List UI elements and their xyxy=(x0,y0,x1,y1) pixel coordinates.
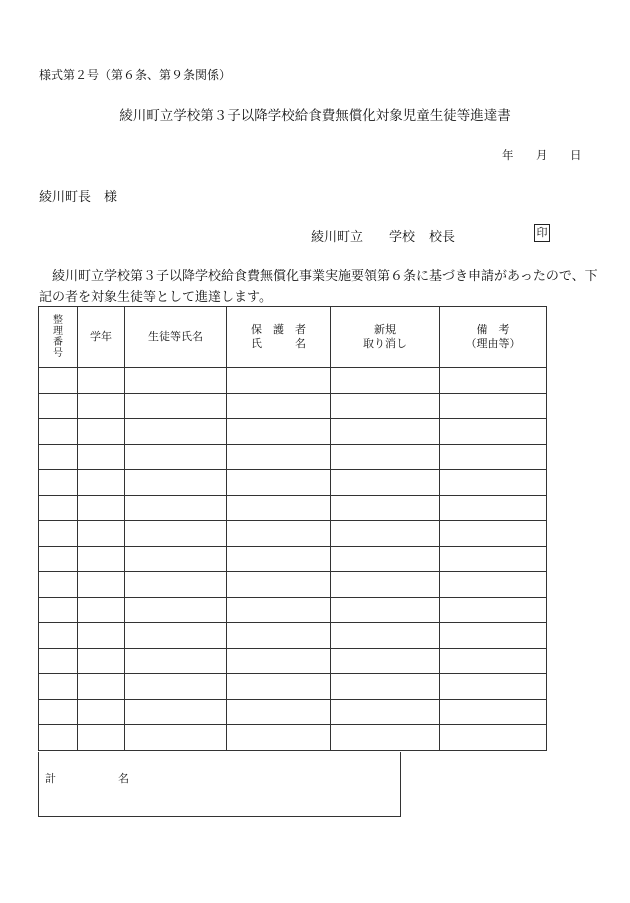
header-number xyxy=(39,307,78,368)
table-row xyxy=(39,419,547,445)
student-table xyxy=(38,306,547,751)
table-row xyxy=(39,495,547,521)
cell-guardian-name[interactable] xyxy=(227,674,331,700)
cell-number[interactable] xyxy=(39,674,78,700)
cell-student-name[interactable] xyxy=(125,368,227,394)
cell-status[interactable] xyxy=(331,470,440,496)
cell-remarks[interactable] xyxy=(440,572,547,598)
table-row xyxy=(39,699,547,725)
cell-grade[interactable] xyxy=(78,725,125,751)
document-title: 綾川町立学校第３子以降学校給食費無償化対象児童生徒等進達書 xyxy=(119,108,511,124)
cell-remarks[interactable] xyxy=(440,521,547,547)
cell-number[interactable] xyxy=(39,725,78,751)
cell-remarks[interactable] xyxy=(440,444,547,470)
cell-number[interactable] xyxy=(39,368,78,394)
cell-student-name[interactable] xyxy=(125,674,227,700)
cell-number[interactable] xyxy=(39,546,78,572)
cell-student-name[interactable] xyxy=(125,521,227,547)
cell-guardian-name[interactable] xyxy=(227,623,331,649)
cell-number[interactable] xyxy=(39,470,78,496)
header-student-name: 生徒等氏名 xyxy=(125,307,227,368)
cell-student-name[interactable] xyxy=(125,419,227,445)
cell-status[interactable] xyxy=(331,597,440,623)
cell-grade[interactable] xyxy=(78,521,125,547)
table-row xyxy=(39,674,547,700)
cell-student-name[interactable] xyxy=(125,699,227,725)
cell-guardian-name[interactable] xyxy=(227,393,331,419)
table-row xyxy=(39,368,547,394)
cell-status[interactable] xyxy=(331,546,440,572)
cell-number[interactable] xyxy=(39,699,78,725)
cell-remarks[interactable] xyxy=(440,368,547,394)
cell-student-name[interactable] xyxy=(125,470,227,496)
cell-status[interactable] xyxy=(331,368,440,394)
sender-school-label: 学校 xyxy=(389,230,416,245)
cell-remarks[interactable] xyxy=(440,546,547,572)
sender-town-prefix: 綾川町立 xyxy=(311,230,364,245)
cell-grade[interactable] xyxy=(78,368,125,394)
cell-status[interactable] xyxy=(331,674,440,700)
cell-student-name[interactable] xyxy=(125,572,227,598)
cell-remarks[interactable] xyxy=(440,393,547,419)
cell-grade[interactable] xyxy=(78,393,125,419)
cell-remarks[interactable] xyxy=(440,470,547,496)
header-number-char: 理 xyxy=(53,325,63,337)
cell-remarks[interactable] xyxy=(440,623,547,649)
cell-student-name[interactable] xyxy=(125,546,227,572)
cell-grade[interactable] xyxy=(78,419,125,445)
total-label: 計 xyxy=(45,772,56,785)
header-status xyxy=(331,307,440,368)
cell-student-name[interactable] xyxy=(125,597,227,623)
cell-grade[interactable] xyxy=(78,572,125,598)
cell-remarks[interactable] xyxy=(440,597,547,623)
table-row xyxy=(39,597,547,623)
cell-guardian-name[interactable] xyxy=(227,368,331,394)
date-year-label: 年 xyxy=(502,148,514,162)
table-row xyxy=(39,572,547,598)
cell-number[interactable] xyxy=(39,521,78,547)
cell-number[interactable] xyxy=(39,393,78,419)
cell-guardian-name[interactable] xyxy=(227,521,331,547)
cell-status[interactable] xyxy=(331,495,440,521)
header-number-char: 番 xyxy=(53,336,63,348)
cell-remarks[interactable] xyxy=(440,495,547,521)
sender-principal-label: 校長 xyxy=(429,230,456,245)
cell-status[interactable] xyxy=(331,393,440,419)
cell-number[interactable] xyxy=(39,572,78,598)
header-guardian-name xyxy=(227,307,331,368)
cell-grade[interactable] xyxy=(78,699,125,725)
cell-student-name[interactable] xyxy=(125,725,227,751)
cell-number[interactable] xyxy=(39,648,78,674)
cell-remarks[interactable] xyxy=(440,699,547,725)
cell-grade[interactable] xyxy=(78,623,125,649)
header-guardian-line1: 保 護 者 xyxy=(251,323,306,336)
form-number: 様式第２号（第６条、第９条関係） xyxy=(39,68,232,82)
cell-status[interactable] xyxy=(331,572,440,598)
cell-guardian-name[interactable] xyxy=(227,725,331,751)
table-row xyxy=(39,393,547,419)
date-day-label: 日 xyxy=(570,148,582,162)
cell-grade[interactable] xyxy=(78,674,125,700)
cell-guardian-name[interactable] xyxy=(227,546,331,572)
header-guardian-line2: 氏 名 xyxy=(251,337,306,350)
table-row xyxy=(39,725,547,751)
cell-status[interactable] xyxy=(331,623,440,649)
cell-grade[interactable] xyxy=(78,648,125,674)
table-row xyxy=(39,470,547,496)
cell-student-name[interactable] xyxy=(125,444,227,470)
cell-student-name[interactable] xyxy=(125,393,227,419)
cell-status[interactable] xyxy=(331,648,440,674)
cell-status[interactable] xyxy=(331,419,440,445)
header-status-line1: 新規 xyxy=(374,323,396,336)
cell-grade[interactable] xyxy=(78,597,125,623)
addressee: 綾川町長 様 xyxy=(39,190,118,205)
cell-guardian-name[interactable] xyxy=(227,495,331,521)
cell-number[interactable] xyxy=(39,495,78,521)
cell-guardian-name[interactable] xyxy=(227,419,331,445)
cell-student-name[interactable] xyxy=(125,623,227,649)
cell-student-name[interactable] xyxy=(125,495,227,521)
cell-student-name[interactable] xyxy=(125,648,227,674)
cell-status[interactable] xyxy=(331,725,440,751)
cell-number[interactable] xyxy=(39,597,78,623)
header-remarks-line2: （理由等） xyxy=(465,337,521,350)
cell-guardian-name[interactable] xyxy=(227,444,331,470)
seal-mark: 印 xyxy=(534,224,550,242)
header-remarks xyxy=(440,307,547,368)
header-status-line2: 取り消し xyxy=(363,337,407,350)
cell-guardian-name[interactable] xyxy=(227,597,331,623)
cell-grade[interactable] xyxy=(78,495,125,521)
cell-status[interactable] xyxy=(331,521,440,547)
cell-status[interactable] xyxy=(331,444,440,470)
cell-number[interactable] xyxy=(39,444,78,470)
cell-grade[interactable] xyxy=(78,470,125,496)
body-text: 綾川町立学校第３子以降学校給食費無償化事業実施要領第６条に基づき申請があったので、下記の者を対象生徒等として進達します。 xyxy=(39,269,598,305)
cell-remarks[interactable] xyxy=(440,419,547,445)
header-number-char: 整 xyxy=(53,314,63,326)
table-row xyxy=(39,546,547,572)
table-row xyxy=(39,623,547,649)
cell-status[interactable] xyxy=(331,699,440,725)
total-unit: 名 xyxy=(118,772,129,785)
header-grade: 学年 xyxy=(78,307,125,368)
cell-guardian-name[interactable] xyxy=(227,699,331,725)
table-body xyxy=(39,368,547,751)
cell-grade[interactable] xyxy=(78,546,125,572)
table-row xyxy=(39,444,547,470)
table-row xyxy=(39,521,547,547)
date-month-label: 月 xyxy=(536,148,548,162)
cell-guardian-name[interactable] xyxy=(227,470,331,496)
cell-guardian-name[interactable] xyxy=(227,572,331,598)
cell-number[interactable] xyxy=(39,419,78,445)
cell-number[interactable] xyxy=(39,623,78,649)
header-number-char: 号 xyxy=(53,347,63,359)
table-header-row xyxy=(39,307,547,368)
cell-remarks[interactable] xyxy=(440,648,547,674)
cell-guardian-name[interactable] xyxy=(227,648,331,674)
cell-grade[interactable] xyxy=(78,444,125,470)
total-box xyxy=(38,752,401,817)
cell-remarks[interactable] xyxy=(440,674,547,700)
table-row xyxy=(39,648,547,674)
header-remarks-line1: 備 考 xyxy=(476,323,510,336)
cell-remarks[interactable] xyxy=(440,725,547,751)
